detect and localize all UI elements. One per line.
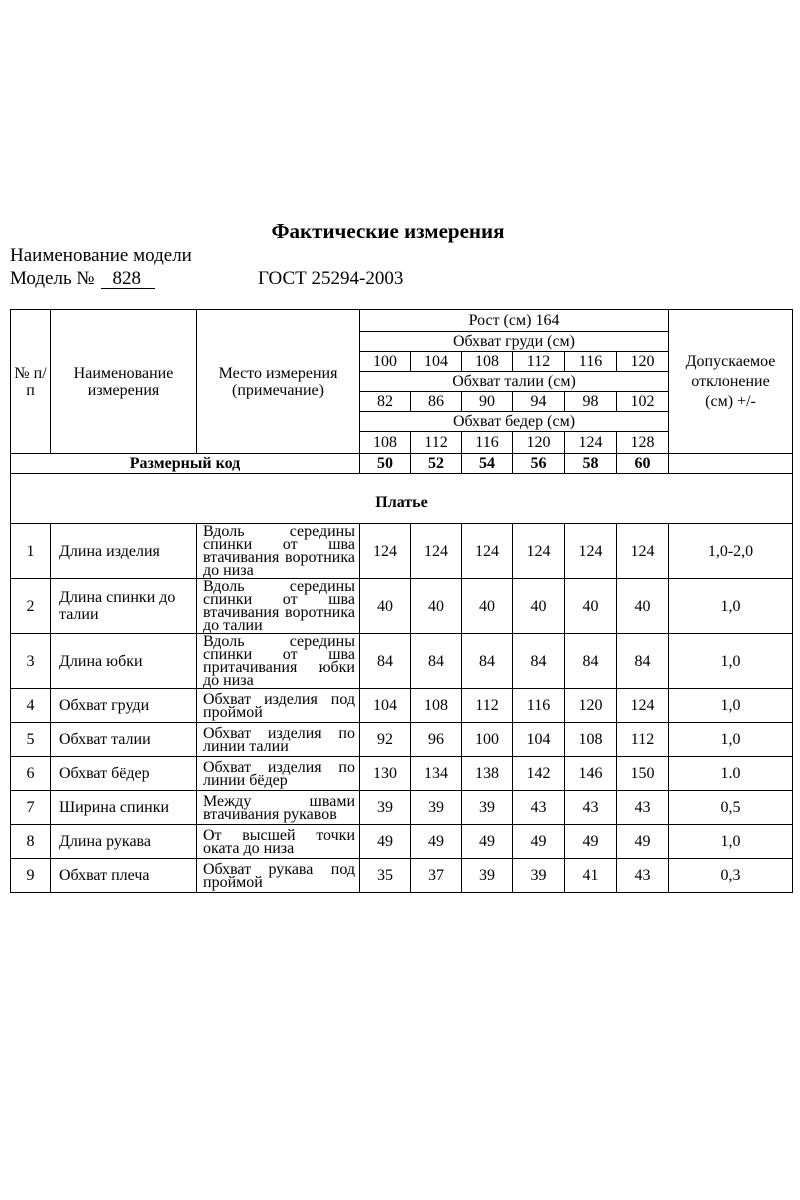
measurement-value: 39 [462,859,513,893]
measurement-value: 134 [411,757,462,791]
page-title: Фактические измерения [271,219,505,243]
measurement-value: 124 [565,524,617,579]
table-row [11,791,793,825]
chest-value: 104 [411,352,462,372]
measurement-place: Вдоль середины спинки от шва притачивания юбки до низа [197,634,360,689]
header-num: № п/п [11,310,51,454]
row-number: 9 [11,859,51,893]
header-name: Наименование измерения [51,310,197,454]
model-number-label: Модель № [10,268,95,289]
measurement-value: 37 [411,859,462,893]
measurement-value: 104 [360,689,411,723]
size-code: 60 [617,454,669,474]
measurement-value: 40 [617,579,669,634]
measurement-name: Обхват талии [51,723,197,757]
measurement-value: 150 [617,757,669,791]
measurement-value: 124 [360,524,411,579]
table-row [11,859,793,893]
hips-value: 112 [411,432,462,454]
measurement-place: Обхват рукава под проймой [197,859,360,893]
measurement-value: 84 [513,634,565,689]
measurement-value: 43 [565,791,617,825]
measurement-value: 142 [513,757,565,791]
chest-value: 120 [617,352,669,372]
hips-value: 108 [360,432,411,454]
header-height: Рост (см) 164 [360,310,669,332]
measurement-value: 84 [360,634,411,689]
measurement-value: 35 [360,859,411,893]
chest-value: 108 [462,352,513,372]
row-number: 2 [11,579,51,634]
hips-value: 120 [513,432,565,454]
measurement-value: 124 [617,524,669,579]
section-title: Платье [11,474,793,524]
tolerance-value: 1,0 [669,579,793,634]
measurement-value: 40 [513,579,565,634]
waist-value: 90 [462,392,513,412]
measurement-value: 120 [565,689,617,723]
waist-value: 86 [411,392,462,412]
waist-value: 98 [565,392,617,412]
measurement-value: 138 [462,757,513,791]
hips-value: 124 [565,432,617,454]
measurement-value: 124 [462,524,513,579]
measurement-value: 40 [462,579,513,634]
measurement-value: 108 [565,723,617,757]
measurement-value: 104 [513,723,565,757]
table-row [11,689,793,723]
measurement-value: 92 [360,723,411,757]
standard-label: ГОСТ 25294-2003 [258,268,404,289]
row-number: 3 [11,634,51,689]
measurement-place: Между швами втачивания рукавов [197,791,360,825]
measurement-value: 39 [513,859,565,893]
measurement-value: 49 [360,825,411,859]
row-number: 7 [11,791,51,825]
tolerance-value: 1,0 [669,825,793,859]
measurement-name: Длина спинки до талии [51,579,197,634]
measurement-value: 43 [617,791,669,825]
measurement-value: 39 [360,791,411,825]
measurements-table [10,309,793,893]
measurement-value: 100 [462,723,513,757]
measurement-value: 39 [462,791,513,825]
hips-value: 128 [617,432,669,454]
hips-value: 116 [462,432,513,454]
size-code: 54 [462,454,513,474]
measurement-value: 41 [565,859,617,893]
size-code: 56 [513,454,565,474]
measurement-value: 49 [462,825,513,859]
table-row [11,579,793,634]
measurement-place: Обхват изделия по линии талии [197,723,360,757]
measurement-value: 40 [411,579,462,634]
measurement-value: 124 [513,524,565,579]
size-code: 58 [565,454,617,474]
measurement-value: 112 [462,689,513,723]
table-row [11,723,793,757]
row-number: 5 [11,723,51,757]
measurement-value: 49 [617,825,669,859]
measurement-place: От высшей точки оката до низа [197,825,360,859]
header-chest: Обхват груди (см) [360,332,669,352]
measurement-place: Обхват изделия по линии бёдер [197,757,360,791]
measurement-value: 40 [360,579,411,634]
row-number: 6 [11,757,51,791]
row-number: 4 [11,689,51,723]
measurement-value: 84 [565,634,617,689]
tolerance-value: 1,0-2,0 [669,524,793,579]
measurement-value: 40 [565,579,617,634]
header-hips: Обхват бедер (см) [360,412,669,432]
model-name-label: Наименование модели [10,245,192,266]
measurement-value: 124 [617,689,669,723]
size-code: 52 [411,454,462,474]
waist-value: 82 [360,392,411,412]
waist-value: 102 [617,392,669,412]
tolerance-value: 1,0 [669,689,793,723]
measurement-value: 49 [565,825,617,859]
size-code-label: Размерный код [11,454,360,474]
tolerance-value: 1,0 [669,634,793,689]
measurement-place: Вдоль середины спинки от шва втачивания воротника до низа [197,524,360,579]
header-place: Место измерения (примечание) [197,310,360,454]
tolerance-value: 1.0 [669,757,793,791]
header-waist: Обхват талии (см) [360,372,669,392]
header-tolerance: Допускаемое отклонение (см) +/- [669,310,793,454]
tolerance-value: 1,0 [669,723,793,757]
chest-value: 100 [360,352,411,372]
measurement-name: Обхват плеча [51,859,197,893]
size-code-row [11,454,793,474]
waist-value: 94 [513,392,565,412]
measurement-value: 116 [513,689,565,723]
measurement-name: Длина рукава [51,825,197,859]
measurement-rows [11,524,793,893]
measurement-value: 39 [411,791,462,825]
chest-value: 116 [565,352,617,372]
measurement-name: Обхват груди [51,689,197,723]
measurement-value: 49 [411,825,462,859]
measurement-value: 84 [411,634,462,689]
size-code-empty [669,454,793,474]
measurement-value: 49 [513,825,565,859]
measurement-value: 130 [360,757,411,791]
table-row [11,634,793,689]
measurement-value: 108 [411,689,462,723]
row-number: 8 [11,825,51,859]
measurement-name: Длина юбки [51,634,197,689]
chest-value: 112 [513,352,565,372]
measurement-value: 84 [617,634,669,689]
measurement-value: 43 [617,859,669,893]
measurement-value: 112 [617,723,669,757]
table-row [11,524,793,579]
table-row [11,757,793,791]
size-code: 50 [360,454,411,474]
measurement-name: Длина изделия [51,524,197,579]
measurement-value: 124 [411,524,462,579]
measurement-value: 96 [411,723,462,757]
row-number: 1 [11,524,51,579]
measurement-value: 43 [513,791,565,825]
model-number: 828 [101,269,156,289]
measurement-name: Обхват бёдер [51,757,197,791]
tolerance-value: 0,3 [669,859,793,893]
model-number-line [10,268,155,290]
measurement-place: Вдоль середины спинки от шва втачивания воротника до талии [197,579,360,634]
measurement-value: 146 [565,757,617,791]
measurement-place: Обхват изделия под проймой [197,689,360,723]
tolerance-value: 0,5 [669,791,793,825]
table-row [11,825,793,859]
measurement-value: 84 [462,634,513,689]
measurement-name: Ширина спинки [51,791,197,825]
